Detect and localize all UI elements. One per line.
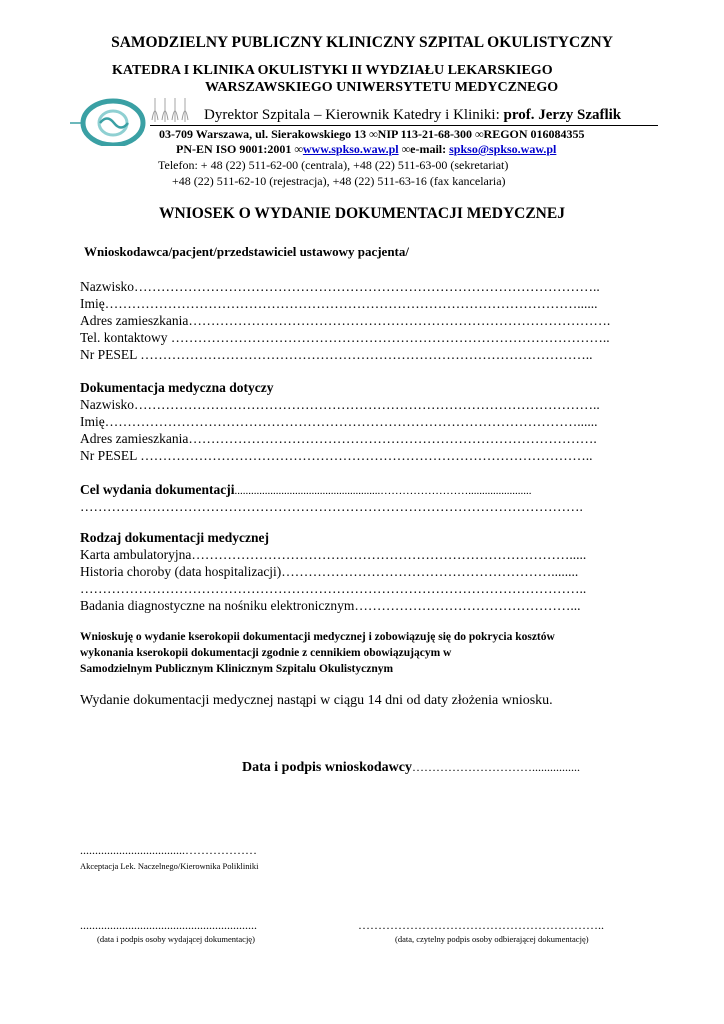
acceptance-caption: Akceptacja Lek. Naczelnego/Kierownika Polikliniki [80, 861, 259, 871]
director-name: prof. Jerzy Szaflik [503, 107, 622, 123]
applicant-phone-field[interactable]: Tel. kontaktowy …………………………………………………………………………………….. [80, 330, 610, 345]
form-title: WNIOSEK O WYDANIE DOKUMENTACJI MEDYCZNEJ [159, 205, 565, 222]
patient-pesel-field[interactable]: Nr PESEL ……………………………………………………………………………………….. [80, 448, 593, 463]
applicant-surname-field[interactable]: Nazwisko………………………………………………………………………………………….. [80, 279, 600, 294]
electronic-media-field[interactable]: Badania diagnostyczne na nośniku elektronicznym…………………………………………... [80, 598, 581, 613]
purpose-line-2[interactable]: …………………………………………………………………………………………………. [80, 499, 583, 514]
purpose-label: Cel wydania dokumentacji [80, 482, 235, 497]
patient-first-name-field[interactable]: Imię……………………………………………………………………………………………...... [80, 414, 598, 429]
signature-label: Data i podpis wnioskodawcy [242, 760, 412, 775]
notice-text: Wydanie dokumentacji medycznej nastąpi w ciągu 14 dni od daty złożenia wniosku. [80, 693, 553, 708]
signature-dots: …………………………................ [412, 760, 580, 774]
declaration-line-2: wykonania kserokopii dokumentacji zgodnie z cennikiem obowiązującym w [80, 647, 452, 659]
medical-history-field[interactable]: Historia choroby (data hospitalizacji)……………………………………………………........ [80, 564, 579, 579]
contact-line [176, 142, 556, 157]
email-label: ∞e-mail: [398, 142, 450, 156]
department-line-2: WARSZAWSKIEGO UNIWERSYTETU MEDYCZNEGO [205, 80, 559, 95]
patient-surname-field[interactable]: Nazwisko………………………………………………………………………………………….. [80, 397, 600, 412]
department-line-1: KATEDRA I KLINIKA OKULISTYKI II WYDZIAŁU LEKARSKIEGO [112, 63, 553, 78]
email-link[interactable]: spkso@spkso.waw.pl [449, 142, 557, 156]
hospital-name: SAMODZIELNY PUBLICZNY KLINICZNY SZPITAL OKULISTYCZNY [111, 34, 613, 51]
phone-line-1: Telefon: + 48 (22) 511-62-00 (centrala), +48 (22) 511-63-00 (sekretariat) [158, 158, 509, 172]
other-documentation-field[interactable]: ………………………………………………………………………………………………….. [80, 581, 587, 596]
applicant-address-field[interactable]: Adres zamieszkania…………………………………………………………………………………. [80, 313, 611, 328]
header-divider [150, 125, 658, 126]
receiver-signature-field[interactable]: …………………………………………………….. [358, 918, 604, 932]
issuer-signature-field[interactable]: ........................................................... [80, 918, 257, 932]
receiver-caption: (data, czytelny podpis osoby odbierającej dokumentację) [395, 934, 589, 944]
applicant-first-name-field[interactable]: Imię……………………………………………………………………………………………...... [80, 296, 598, 311]
purpose-dots: .....................................................……………………....................... [234, 485, 532, 497]
website-link[interactable]: www.spkso.waw.pl [302, 142, 399, 156]
iso-label: PN-EN ISO 9001:2001 ∞ [176, 142, 303, 156]
issuer-caption: (data i podpis osoby wydającej dokumentację) [97, 934, 255, 944]
director-line [204, 107, 621, 124]
patient-address-field[interactable]: Adres zamieszkania………………………………………………………………………………. [80, 431, 597, 446]
applicant-signature-field[interactable] [242, 760, 580, 776]
phone-line-2: +48 (22) 511-62-10 (rejestracja), +48 (22) 511-63-16 (fax kancelaria) [172, 174, 506, 188]
type-heading: Rodzaj dokumentacji medycznej [80, 530, 269, 545]
director-prefix: Dyrektor Szpitala – Kierownik Katedry i Kliniki: [204, 107, 504, 123]
applicant-heading: Wnioskodawca/pacjent/przedstawiciel ustawowy pacjenta/ [84, 244, 409, 259]
declaration-line-3: Samodzielnym Publicznym Klinicznym Szpitalu Okulistycznym [80, 663, 394, 675]
applicant-pesel-field[interactable]: Nr PESEL ……………………………………………………………………………………….. [80, 347, 593, 362]
acceptance-signature-field[interactable]: ...................................……………… [80, 843, 257, 857]
declaration-line-1: Wnioskuję o wydanie kserokopii dokumentacji medycznej i zobowiązuję się do pokrycia kosztów [80, 631, 555, 643]
patient-heading: Dokumentacja medyczna dotyczy [80, 380, 274, 395]
purpose-field[interactable] [80, 482, 532, 498]
address-line: 03-709 Warszawa, ul. Sierakowskiego 13 ∞NIP 113-21-68-300 ∞REGON 016084355 [159, 127, 585, 141]
outpatient-card-field[interactable]: Karta ambulatoryjna…………………………………………………………………………..... [80, 547, 587, 562]
